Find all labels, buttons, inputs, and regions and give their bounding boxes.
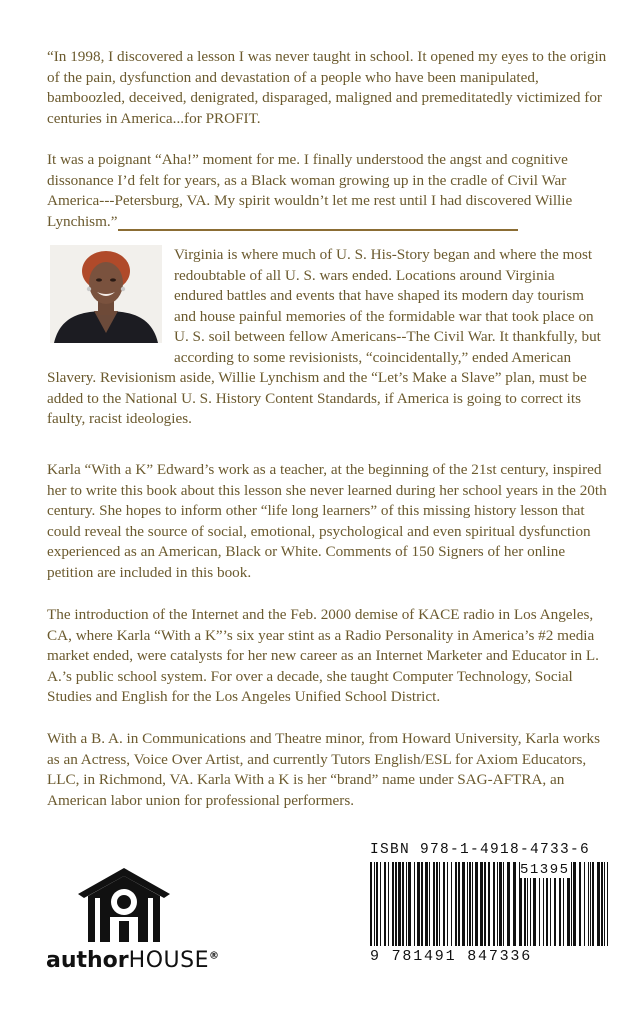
barcode-bar (584, 862, 585, 946)
barcode-bar (425, 862, 428, 946)
barcode-bar (597, 862, 600, 946)
barcode-bar (579, 862, 581, 946)
quote-paragraph-1: “In 1998, I discovered a lesson I was never taught in school. It opened my eyes to the origin of the pain, dysfunction and devastation of a people who have been manipulated, bamboozled, deceived, denigrated, disparaged, maligned and premeditatedly victimized for centuries in America...for PROFIT. (47, 48, 607, 127)
barcode-bar (388, 862, 389, 946)
barcode-bar (447, 862, 448, 946)
barcode-bar (497, 862, 498, 946)
barcode-bar (417, 862, 420, 946)
barcode-bar (376, 862, 378, 946)
barcode-bar (380, 862, 381, 946)
barcode-bar (480, 862, 483, 946)
barcode-bar (384, 862, 386, 946)
body-paragraph-1: Virginia is where much of U. S. His-Story began and where the most redoubtable of all U. S. wars ended. Locations around Virginia endured battles and events that have shaped its modern day tourism and house painful memories of the formidable war that took place on U. S. soil between fellow Americans--The Civil War. It thankfully, but according to some revisionists, “coincidentally,” ended American Slavery. Revisionism aside, Willie Lynchism and the “Let’s Make a Slave” plan, must be added to the National U. S. History Content Standards, if America is going to correct its faulty, racist ideologies. (47, 246, 601, 427)
barcode-bar (507, 862, 510, 946)
publisher-name-a: author (46, 948, 129, 973)
barcode-bar (374, 862, 375, 946)
barcode-bar (590, 862, 591, 946)
barcode-bar (439, 862, 440, 946)
barcode-bar (414, 862, 415, 946)
barcode-bar (472, 862, 473, 946)
barcode-bar (402, 862, 404, 946)
barcode-bar (469, 862, 471, 946)
publisher-name (46, 948, 219, 973)
barcode-bar (398, 862, 401, 946)
barcode-bar (592, 862, 594, 946)
barcode-bar (429, 862, 430, 946)
body-paragraph-2: Karla “With a K” Edward’s work as a teacher, at the beginning of the 21st century, inspired her to write this book about this lesson she never learned during her school years in the 20th century. She hopes to inform other “life long learners” of this missing history lesson that could reveal the source of social, emotional, psychological and even spiritual dysfunction experienced as an American, Black or White. Comments of 150 Signers of her online petition are included in this book. (47, 461, 607, 581)
publisher-name-b: HOUSE (128, 948, 209, 973)
barcode-bar (451, 862, 452, 946)
barcode-bar (503, 862, 504, 946)
barcode-bar (475, 862, 478, 946)
barcode-bar (421, 862, 423, 946)
quote-paragraph-2: It was a poignant “Aha!” moment for me. I finally understood the angst and cognitive dissonance I’d felt for years, as a Black woman growing up in the cradle of Civil War America---Petersburg, VA. My spirit wouldn’t let me rest until I had discovered Willie Lynchism.” (47, 151, 573, 230)
barcode-bar (493, 862, 495, 946)
barcode-bar (443, 862, 445, 946)
barcode (370, 862, 614, 948)
barcode-bar (408, 862, 411, 946)
barcode-bar (370, 862, 372, 946)
barcode-bar (462, 862, 465, 946)
barcode-bar (455, 862, 457, 946)
publisher-logo-icon (78, 868, 170, 947)
barcode-bar (392, 862, 394, 946)
divider-rule (118, 229, 518, 231)
barcode-bar (604, 862, 605, 946)
barcode-bar (588, 862, 589, 946)
barcode-bar (406, 862, 407, 946)
barcode-bar (467, 862, 468, 946)
body-paragraph-3: The introduction of the Internet and the Feb. 2000 demise of KACE radio in Los Angeles, CA, where Karla “With a K”’s six year stint as a Radio Personality in America’s #2 media market ended, were catalysts for her new career as an Internet Marketer and Educator in L. A.’s public school system. For over a decade, she taught Computer Technology, Social Studies and English for the Los Angeles Unified School District. (47, 606, 599, 705)
barcode-bar (395, 862, 397, 946)
barcode-bar (499, 862, 502, 946)
registered-mark: ® (208, 950, 219, 962)
isbn-text: ISBN 978-1-4918-4733-6 (370, 842, 591, 858)
barcode-bar (458, 862, 460, 946)
barcode-bar (433, 862, 435, 946)
barcode-bar (601, 862, 603, 946)
body-paragraph-4: With a B. A. in Communications and Theatre minor, from Howard University, Karla works as an Actress, Voice Over Artist, and currently Tutors English/ESL for Axiom Educators, LLC, in Richmond, VA. Karla With a K is her “brand” name under SAG-AFTRA, an American labor union for professional performers. (47, 730, 601, 809)
barcode-bar (571, 862, 572, 946)
barcode-bar (484, 862, 486, 946)
barcode-bar (573, 862, 576, 946)
ean-digits: 9 781491 847336 (370, 948, 533, 965)
barcode-bar (607, 862, 608, 946)
barcode-bar (436, 862, 438, 946)
price-code: 51395 (520, 862, 570, 878)
barcode-bar (488, 862, 490, 946)
barcode-bar (513, 862, 516, 946)
